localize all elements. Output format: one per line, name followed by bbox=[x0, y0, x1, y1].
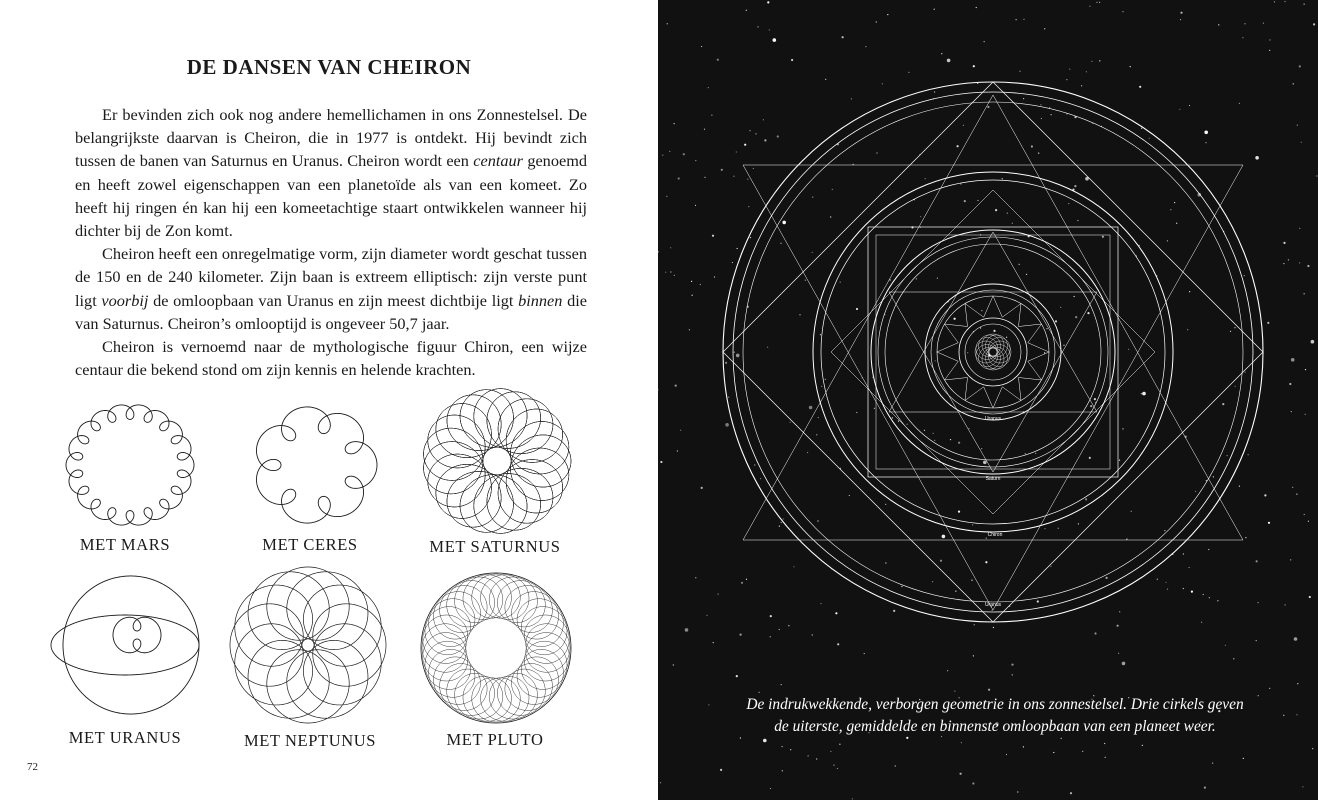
triangle-up bbox=[743, 95, 1243, 540]
figure-label-mars: MET MARS bbox=[79, 535, 171, 554]
figure-saturnus bbox=[418, 386, 576, 536]
spirograph-pluto bbox=[416, 568, 576, 728]
saturn-orbit-circle-1 bbox=[871, 230, 1115, 474]
figure-mars bbox=[55, 400, 205, 530]
pluto-curve bbox=[422, 574, 570, 722]
figure-uranus bbox=[45, 565, 205, 725]
middle-square-inner bbox=[876, 235, 1110, 469]
label-saturn: Saturn bbox=[985, 476, 1001, 482]
spirograph-ceres bbox=[240, 400, 390, 530]
paragraph-3 bbox=[75, 335, 587, 381]
page-number: 72 bbox=[27, 761, 38, 773]
core-ring bbox=[975, 341, 997, 363]
figure-label-uranus: MET URANUS bbox=[68, 728, 182, 747]
hexagram-up bbox=[889, 232, 1097, 412]
inner-star bbox=[937, 296, 1049, 408]
middle-diamond bbox=[831, 190, 1155, 514]
figure-label-neptunus: MET NEPTUNUS bbox=[243, 731, 377, 750]
pluto-outer-circle bbox=[421, 573, 571, 723]
label-uranus: Uranus bbox=[984, 602, 1002, 608]
right-page bbox=[658, 0, 1318, 800]
caption-line-2: de uiterste, gemiddelde en binnenste omloopbaan van een planeet weer. bbox=[774, 718, 1216, 735]
spirograph-uranus bbox=[45, 565, 205, 725]
uranus-curve-1 bbox=[51, 615, 199, 675]
paragraph-3-run-1: Cheiron is vernoemd naar de mythologische figuur Chiron, een wijze centaur die bekend stond om zijn kennis en helende krachten. bbox=[75, 337, 587, 380]
paragraph-2-run-2: voorbij bbox=[101, 290, 149, 310]
figure-label-saturnus: MET SATURNUS bbox=[429, 537, 561, 556]
paragraph-1-run-3: genoemd en heeft zowel eigenschappen van een planetoïde als van een komeet. Zo heeft hij ringen én kan hij een komeetachtige staart ontwikkelen wanneer hij dichter bij de Zon komt. bbox=[75, 151, 587, 241]
core-ring bbox=[982, 348, 1004, 370]
body-text bbox=[75, 103, 587, 381]
figure-label-ceres: MET CERES bbox=[262, 535, 358, 554]
figure-ceres bbox=[240, 400, 390, 530]
core-ring bbox=[989, 341, 1011, 363]
caption bbox=[700, 694, 1290, 738]
label-chiron: Chiron bbox=[987, 532, 1003, 538]
middle-square bbox=[868, 227, 1118, 477]
figure-pluto bbox=[416, 568, 576, 728]
figure-label-pluto: MET PLUTO bbox=[446, 730, 544, 749]
paragraph-2-run-1: Cheiron heeft een onregelmatige vorm, zijn diameter wordt geschat tussen de 150 en de 240 kilometer. Zijn baan is extreem elliptisch: zijn verste punt ligt bbox=[75, 244, 587, 310]
core-circle-1 bbox=[959, 318, 1027, 386]
saturn-orbit-circle-2 bbox=[878, 237, 1108, 467]
orbital-geometry-diagram bbox=[658, 0, 1318, 800]
paragraph-1-run-2: centaur bbox=[473, 151, 523, 171]
left-page bbox=[0, 0, 658, 800]
ceres-curve bbox=[256, 407, 377, 523]
paragraph-1 bbox=[75, 103, 587, 242]
inner-orbit-circle-3 bbox=[937, 296, 1049, 408]
uranus-curve-3 bbox=[113, 617, 161, 653]
label-inner: Uranus bbox=[984, 416, 1002, 422]
neptunus-curve bbox=[230, 567, 386, 723]
saturn-orbit-circle-3 bbox=[885, 244, 1101, 460]
paragraph-2 bbox=[75, 242, 587, 335]
inner-orbit-circle-2 bbox=[931, 290, 1055, 414]
paragraph-2-run-5: die van Saturnus. Cheiron’s omlooptijd is ongeveer 50,7 jaar. bbox=[75, 290, 587, 333]
spirograph-saturnus bbox=[418, 386, 576, 536]
outer-diamond bbox=[723, 82, 1263, 622]
spirograph-neptunus bbox=[228, 565, 388, 725]
mars-curve bbox=[66, 405, 194, 525]
figure-neptunus bbox=[228, 565, 388, 725]
outer-orbit-circle-3 bbox=[743, 102, 1243, 602]
caption-line-1: De indrukwekkende, verborgen geometrie in ons zonnestelsel. Drie cirkels geven bbox=[746, 696, 1244, 713]
core-circle-2 bbox=[965, 324, 1021, 380]
inner-orbit-circle-1 bbox=[925, 284, 1061, 420]
core-ring bbox=[982, 334, 1004, 356]
saturnus-curve bbox=[424, 389, 571, 534]
paragraph-2-run-3: de omloopbaan van Uranus en zijn meest dichtbije ligt bbox=[148, 290, 519, 310]
uranus-curve-2 bbox=[63, 576, 199, 714]
page-title: DE DANSEN VAN CHEIRON bbox=[186, 55, 472, 79]
paragraph-1-run-1: Er bevinden zich ook nog andere hemellichamen in ons Zonnestelsel. De belangrijkste daarvan is Cheiron, die in 1977 is ontdekt. Hij bevindt zich tussen de banen van Saturnus en Uranus. Cheiron wordt een bbox=[75, 105, 587, 171]
core-rings bbox=[975, 334, 1011, 370]
hexagram-down bbox=[889, 292, 1097, 472]
spirograph-mars bbox=[55, 400, 205, 530]
paragraph-2-run-4: binnen bbox=[518, 290, 563, 310]
outer-orbit-circle-1 bbox=[723, 82, 1263, 622]
